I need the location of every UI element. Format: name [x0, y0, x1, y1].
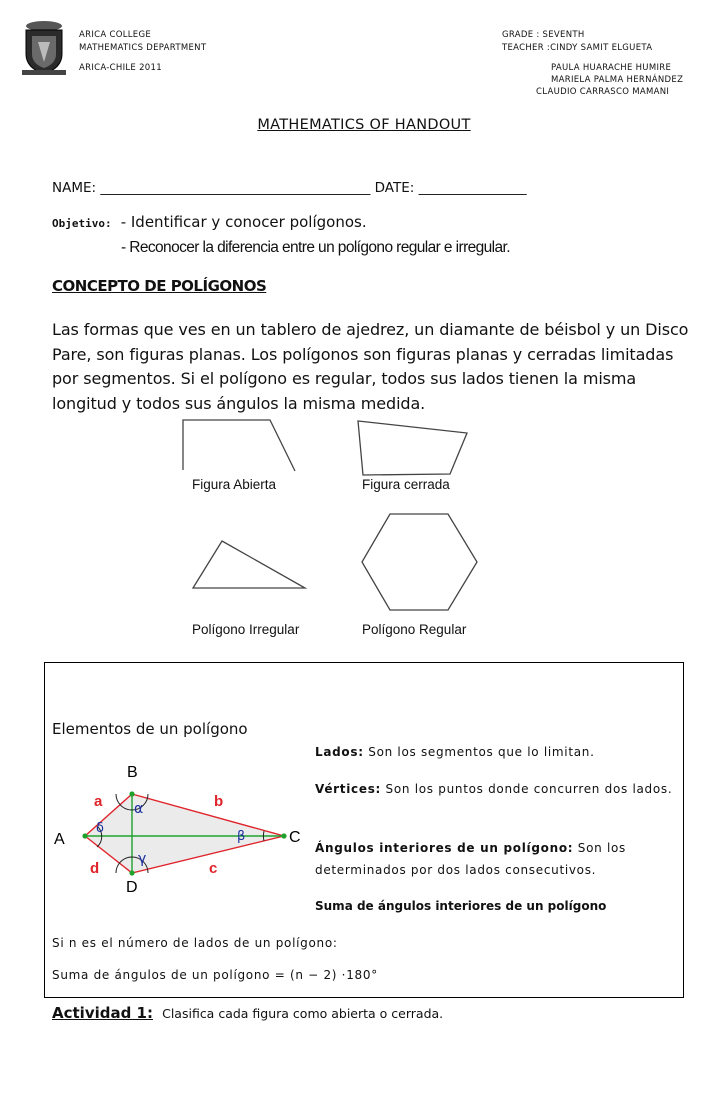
author-3: CLAUDIO CARRASCO MAMANI — [536, 87, 670, 97]
suma-heading: Suma de ángulos interiores de un polígono — [315, 899, 607, 913]
vertex-label-a: A — [54, 831, 65, 848]
objective — [52, 212, 367, 231]
objective-item-1: - Identificar y conocer polígonos. — [120, 213, 367, 231]
vertex-label-c: C — [289, 829, 301, 846]
school-logo — [20, 18, 68, 76]
side-label-a: a — [94, 793, 103, 810]
angle-label-beta: β — [237, 829, 246, 844]
grade: GRADE : SEVENTH — [502, 30, 585, 40]
polygon-elements-diagram — [52, 760, 312, 895]
side-label-c: c — [209, 860, 218, 877]
department-name: MATHEMATICS DEPARTMENT — [79, 43, 207, 53]
vertex-label-d: D — [126, 879, 138, 895]
n-sides-text: Si n es el número de lados de un polígono: — [52, 936, 338, 950]
concept-paragraph: Las formas que ves en un tablero de ajedrez, un diamante de béisbol y un Disco Pare, son figuras planas. Los polígonos son figuras planas y cerradas limitadas por segmentos. Si el polígono es regular, todos sus lados tienen la misma longitud y todos sus ángulos la misma medida. — [52, 320, 689, 413]
activity-text: Clasifica cada figura como abierta o cerrada. — [162, 1006, 444, 1021]
def-lados-text: Son los segmentos que lo limitan. — [368, 745, 595, 759]
def-vertices-term: Vértices: — [315, 782, 382, 796]
activity — [52, 1003, 443, 1022]
side-label-b: b — [214, 793, 224, 810]
school-name: ARICA COLLEGE — [79, 30, 152, 40]
def-vertices — [315, 778, 675, 800]
vertex-label-b: B — [127, 764, 138, 781]
teacher: TEACHER :CINDY SAMIT ELGUETA — [502, 43, 653, 53]
figure-closed-label: Figura cerrada — [362, 477, 450, 492]
figure-regular — [360, 512, 480, 612]
objective-label: Objetivo: — [52, 217, 112, 230]
def-angulos-term: Ángulos interiores de un polígono: — [315, 841, 574, 855]
def-angulos — [315, 837, 675, 881]
figure-regular-label: Polígono Regular — [362, 622, 467, 637]
angle-label-alpha: α — [134, 801, 144, 817]
def-angulos-text: Son los determinados por dos lados consecutivos. — [315, 841, 627, 877]
side-label-d: d — [90, 860, 100, 877]
def-vertices-text: Son los puntos donde concurren dos lados. — [385, 782, 673, 796]
objective-item-2: - Reconocer la diferencia entre un polígono regular e irregular. — [121, 239, 510, 256]
concept-heading: CONCEPTO DE POLÍGONOS — [52, 277, 267, 295]
name-date-line: NAME: ________________________________________ DATE: ________________ — [52, 180, 527, 196]
angle-label-gamma: γ — [138, 851, 147, 867]
author-2: MARIELA PALMA HERNÁNDEZ — [551, 75, 684, 85]
def-lados-term: Lados: — [315, 745, 364, 759]
figure-open-label: Figura Abierta — [192, 477, 277, 492]
activity-label: Actividad 1: — [52, 1004, 153, 1022]
angle-label-delta: δ — [96, 821, 104, 836]
figure-irregular-label: Polígono Irregular — [192, 622, 300, 637]
figure-irregular — [190, 538, 310, 598]
angle-sum-formula: Suma de ángulos de un polígono = (n − 2) ·180° — [52, 968, 378, 982]
school-location: ARICA-CHILE 2011 — [79, 63, 162, 73]
elements-heading: Elementos de un polígono — [52, 720, 248, 738]
figure-open — [180, 415, 300, 475]
def-lados — [315, 741, 675, 763]
author-1: PAULA HUARACHE HUMIRE — [551, 63, 672, 73]
figure-closed — [355, 418, 475, 478]
page-title: MATHEMATICS OF HANDOUT — [257, 117, 471, 133]
